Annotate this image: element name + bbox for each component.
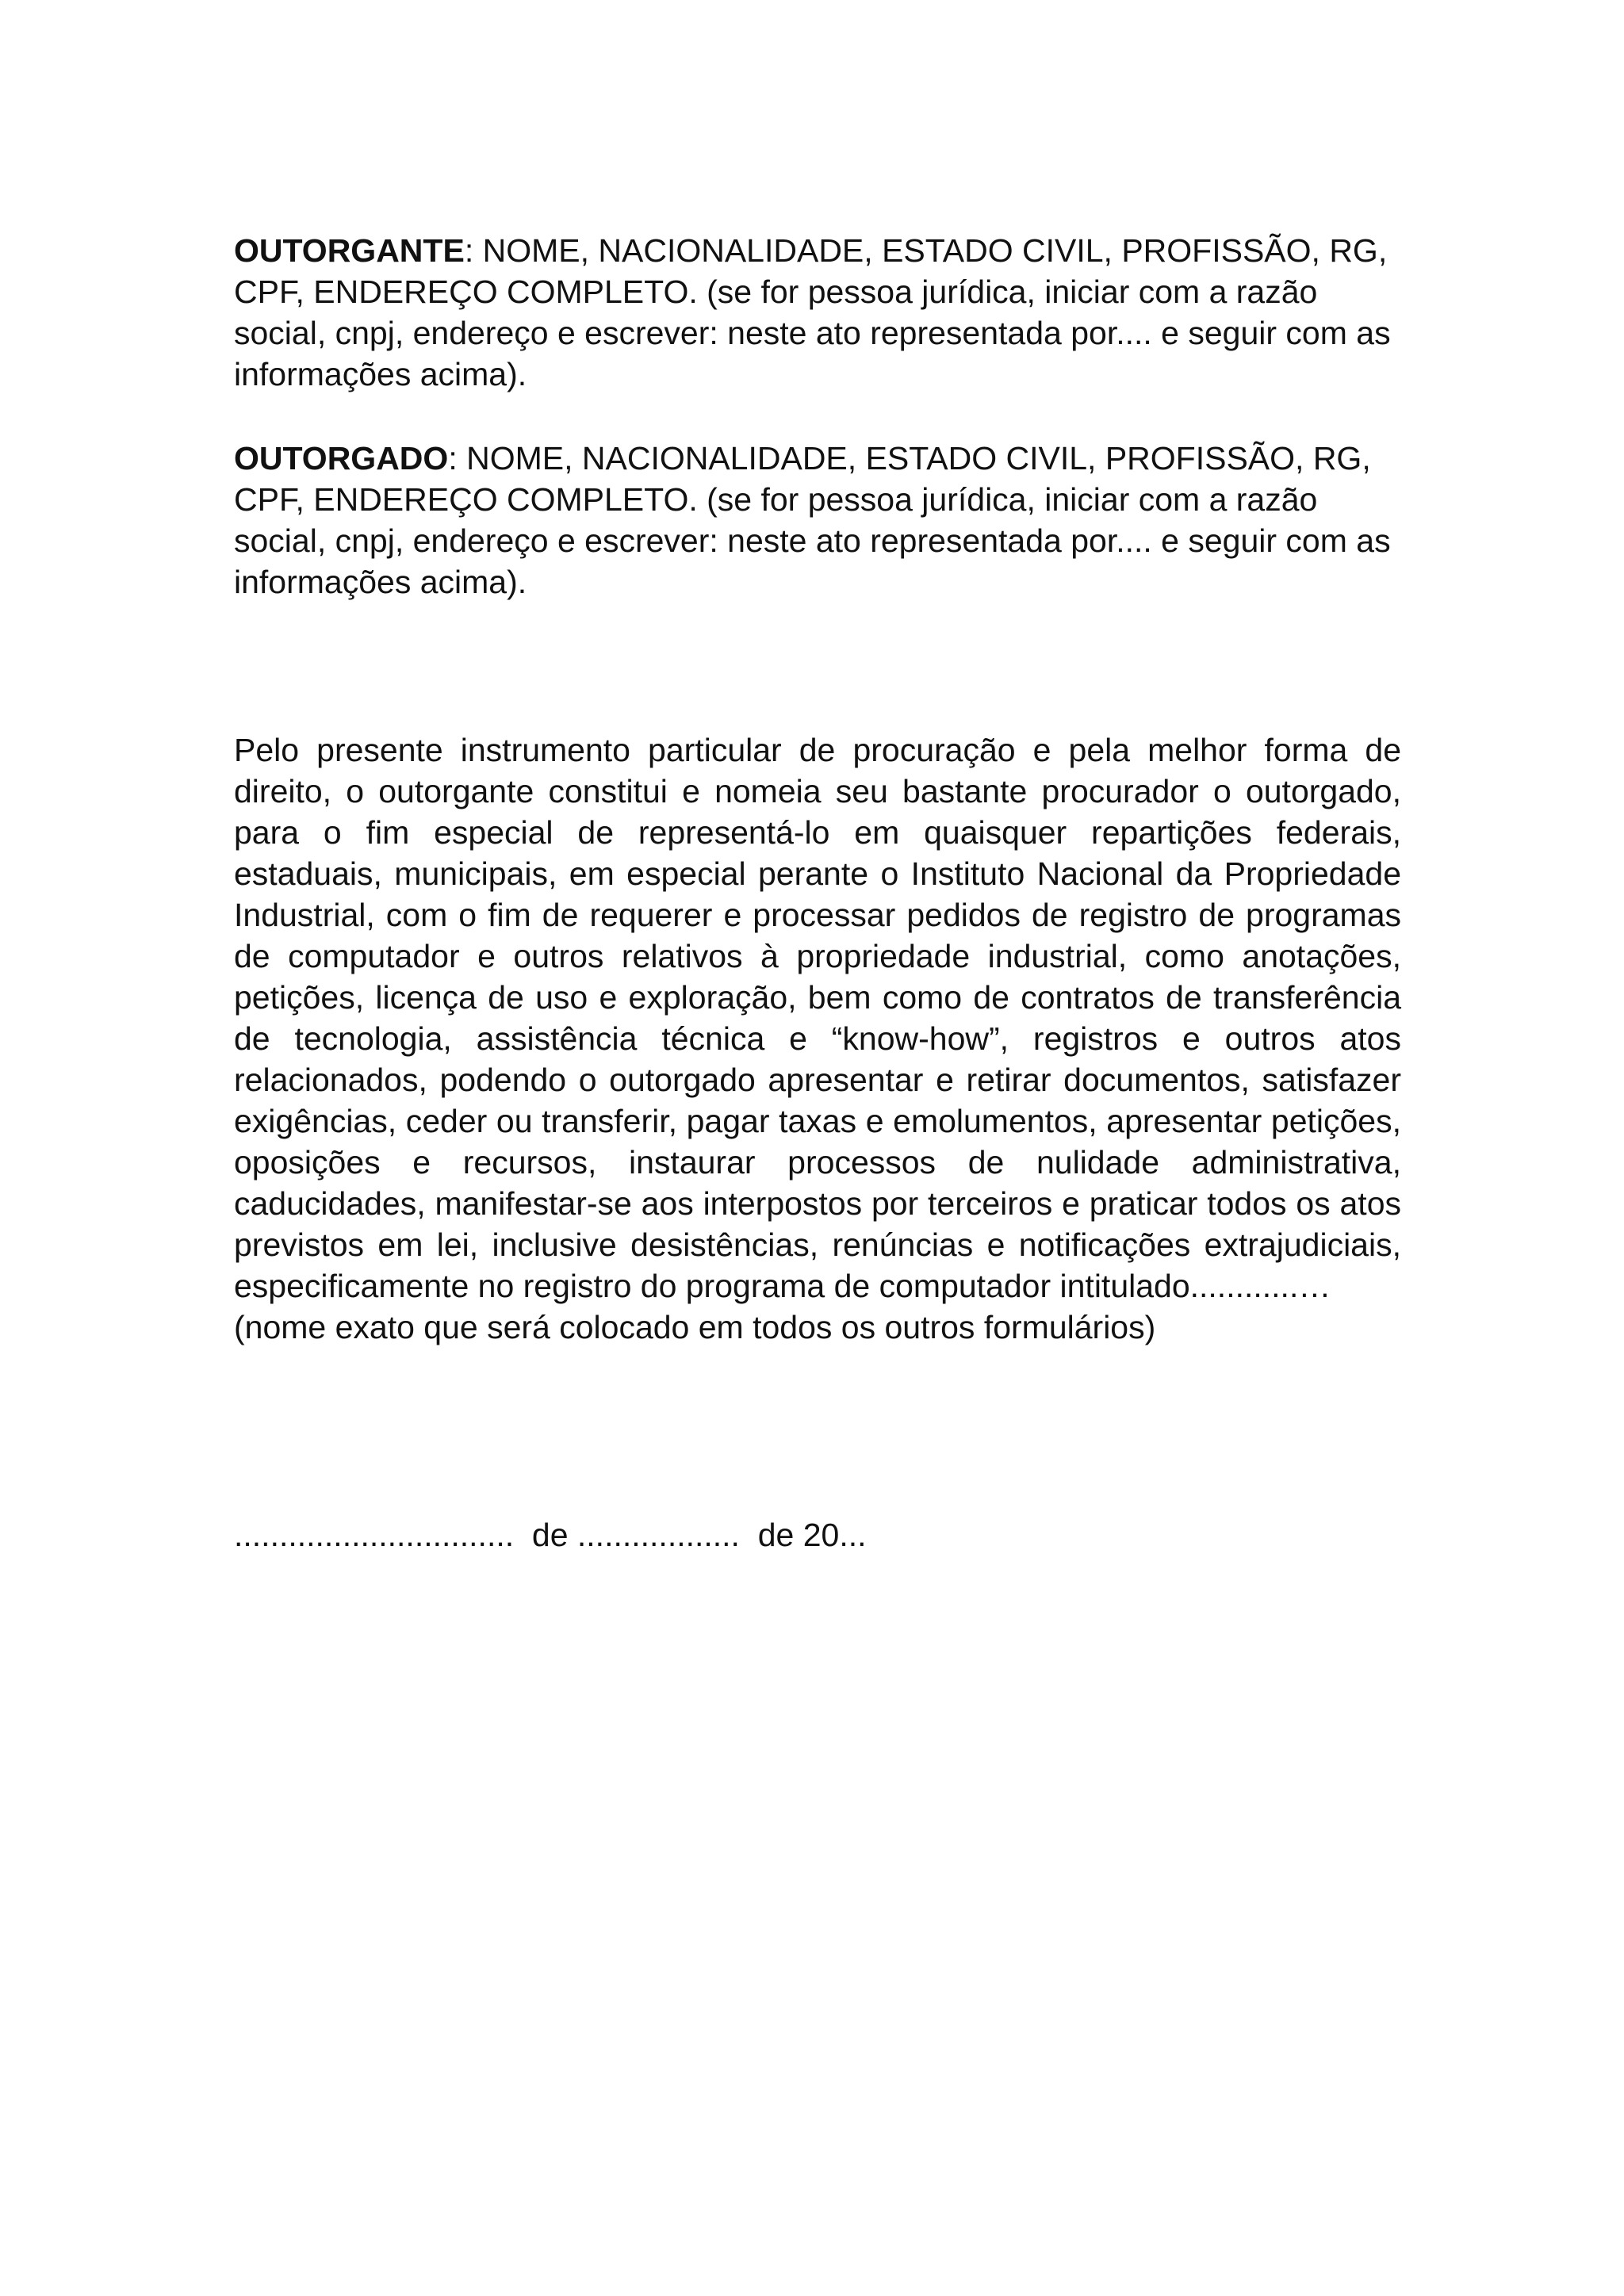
outorgado-text: : NOME, NACIONALIDADE, ESTADO CIVIL, PROFISSÃO, RG, CPF, ENDEREÇO COMPLETO. (se for pessoa jurídica, iniciar com a razão social, cnpj, endereço e escrever: neste ato representada por.... e seguir com as informações acima). [234,440,1391,600]
outorgante-label: OUTORGANTE [234,232,465,269]
procuracao-body-note: (nome exato que será colocado em todos os outros formulários) [234,1309,1156,1345]
outorgante-text: : NOME, NACIONALIDADE, ESTADO CIVIL, PROFISSÃO, RG, CPF, ENDEREÇO COMPLETO. (se for pessoa jurídica, iniciar com a razão social, cnpj, endereço e escrever: neste ato representada por.... e seguir com as informações acima). [234,232,1391,392]
date-line: ............................... de .................. de 20... [234,1517,867,1553]
outorgado-paragraph [234,438,1401,603]
outorgado-label: OUTORGADO [234,440,449,476]
procuracao-body [234,729,1401,1348]
procuracao-body-text: Pelo presente instrumento particular de procuração e pela melhor forma de direito, o outorgante constitui e nomeia seu bastante procurador o outorgado, para o fim especial de representá-lo em quaisquer repartições federais, estaduais, municipais, em especial perante o Instituto Nacional da Propriedade Industrial, com o fim de requerer e processar pedidos de registro de programas de computador e outros relativos à propriedade industrial, como anotações, petições, licença de uso e exploração, bem como de contratos de transferência de tecnologia, assistência técnica e “know-how”, registros e outros atos relacionados, podendo o outorgado apresentar e retirar documentos, satisfazer exigências, ceder ou transferir, pagar taxas e emolumentos, apresentar petições, oposições e recursos, instaurar processos de nulidade administrativa, caducidades, manifestar-se aos interpostos por terceiros e praticar todos os atos previstos em lei, inclusive desistências, renúncias e notificações extrajudiciais, especificamente no registro do programa de computador intitulado............… [234,732,1401,1304]
outorgante-paragraph [234,230,1401,395]
